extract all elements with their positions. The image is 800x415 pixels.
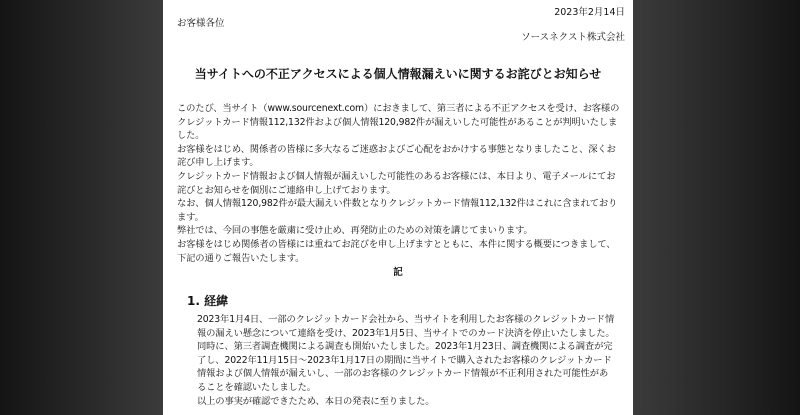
body-paragraph: このたび、当サイト（www.sourcenext.com）におきまして、第三者による不正アクセスを受け、お客様のクレジットカード情報112,132件および個人情報120,982件が漏えいした可能性があることが判明いたしました。 [177,103,620,142]
body-paragraph: 弊社では、今回の事態を厳粛に受け止め、再発防止のための対策を講じてまいります。 [177,225,533,237]
body-paragraph: お客様をはじめ関係者の皆様には重ねてお詫びを申し上げますとともに、本件に関する概要につきまして、下記の通りご報告いたします。 [177,238,616,264]
announcement-date: 2023年2月14日 [554,7,625,18]
company-name: ソースネクスト株式会社 [521,32,625,43]
announcement-body [177,102,623,265]
section-heading-background: 1. 経緯 [187,294,229,308]
section-paragraph: 以上の事実が確認できたため、本日の発表に至りました。 [197,395,435,407]
section-body-background [197,313,617,408]
page-title: 当サイトへの不正アクセスによる個人情報漏えいに関するお詫びとお知らせ [194,67,602,81]
addressee: お客様各位 [177,18,225,29]
body-paragraph: クレジットカード情報および個人情報が漏えいした可能性のあるお客様には、本日より、電子メールにてお詫びとお知らせを個別にご連絡申し上げております。 [177,170,616,196]
right-page-margin [633,0,800,415]
section-paragraph: 2023年1月4日、一部のクレジットカード会社から、当サイトを利用したお客様のクレジットカード情報の漏えい懸念について連絡を受け、2023年1月5日、当サイトでのカード決済を停止いたしました。 [197,314,615,339]
body-paragraph: なお、個人情報120,982件が最大漏えい件数となりクレジットカード情報112,132件はこれに含まれております。 [177,198,618,223]
ki-label: 記 [393,267,403,278]
announcement-page [163,0,633,415]
section-paragraph: 同時に、第三者調査機関による調査も開始いたしました。2023年1月23日、調査機関による調査が完了し、2022年11月15日〜2023年1月17日の期間に当サイトで購入されたお客様のクレジットカード情報および個人情報が漏えいし、一部のお客様のクレジットカード情報が不正利用された可能性があることを確認いたしました。 [197,341,613,393]
body-paragraph: お客様をはじめ、関係者の皆様に多大なるご迷惑およびご心配をおかけする事態となりましたこと、深くお詫び申し上げます。 [177,143,616,169]
left-page-margin [0,0,163,415]
